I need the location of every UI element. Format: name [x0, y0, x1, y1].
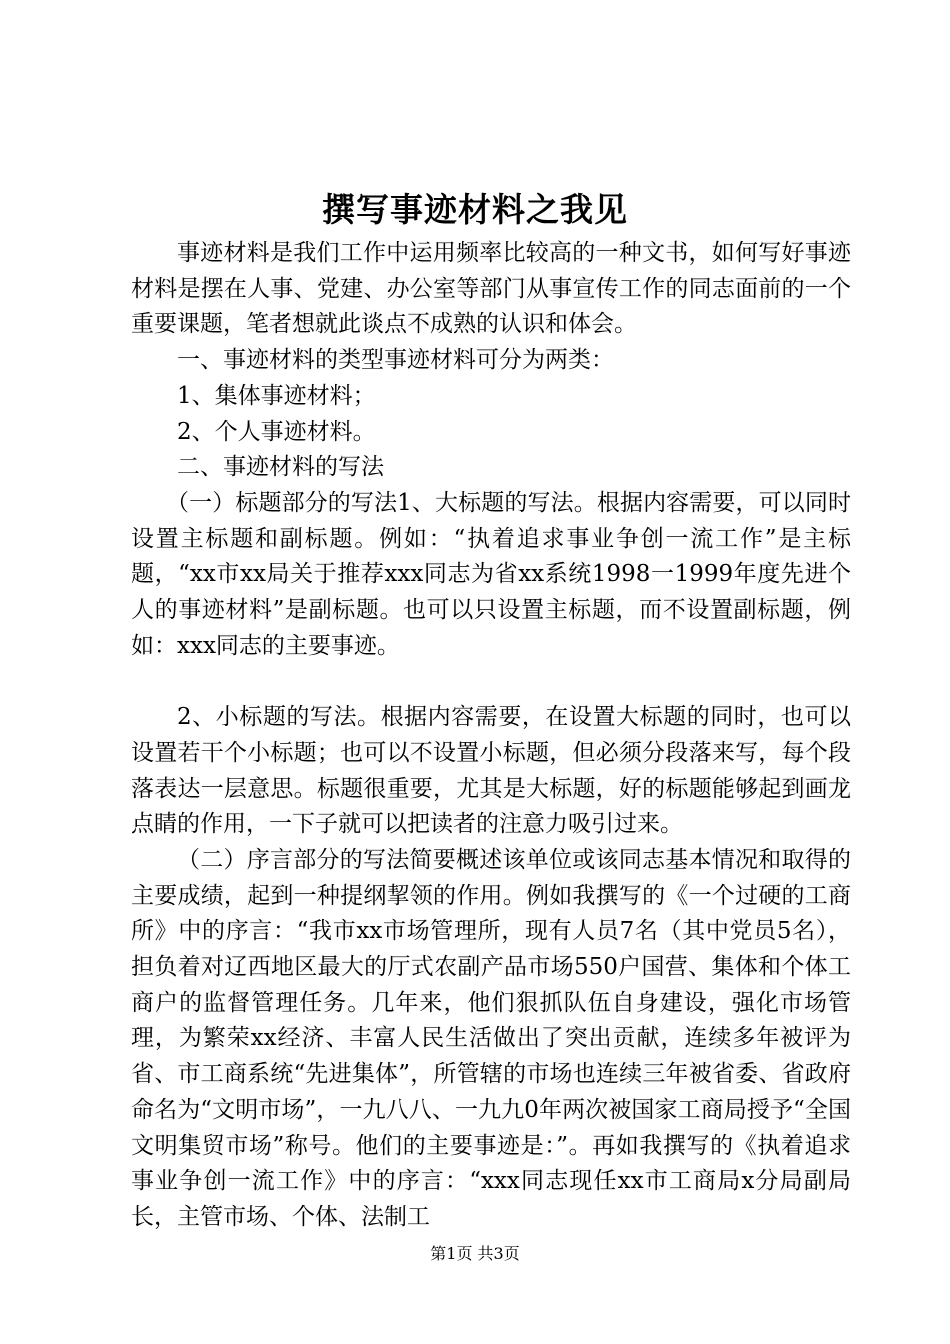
paragraph-section-1-heading: 一、事迹材料的类型事迹材料可分为两类： — [177, 347, 614, 374]
paragraph-intro: 事迹材料是我们工作中运用频率比较高的一种文书，如何写好事迹材料是摆在人事、党建、办公室等部门从事宣传工作的同志面前的一个重要课题，笔者想就此谈点不成熟的认识和体会。 — [131, 240, 851, 338]
paragraph-title-writing: （一）标题部分的写法1、大标题的写法。根据内容需要，可以同时设置主标题和副标题。例如：“执着追求事业争创一流工作”是主标题，“xx市xx局关于推荐xxx同志为省xx系统1998一1999年度先进个人的事迹材料”是副标题。也可以只设置主标题，而不设置副标题，例如：xxx同志的主要事迹。 — [131, 489, 851, 659]
paragraph-list-item-2: 2、个人事迹材料。 — [177, 418, 376, 445]
paragraph-subtitle-writing: 2、小标题的写法。根据内容需要，在设置大标题的同时，也可以设置若干个小标题；也可以不设置小标题，但必须分段落来写，每个段落表达一层意思。标题很重要，尤其是大标题，好的标题能够起到画龙点睛的作用，一下子就可以把读者的注意力吸引过来。 — [131, 704, 851, 838]
paragraph-section-2-heading: 二、事迹材料的写法 — [177, 454, 384, 481]
paragraph-list-item-1: 1、集体事迹材料； — [177, 382, 376, 409]
document-title: 撰写事迹材料之我见 — [322, 190, 628, 229]
page-footer: 第1页 共3页 — [430, 1244, 520, 1263]
paragraph-preface-writing: （二）序言部分的写法简要概述该单位或该同志基本情况和取得的主要成绩，起到一种提纲挈领的作用。例如我撰写的《一个过硬的工商所》中的序言：“我市xx市场管理所，现有人员7名（其中党员5名），担负着对辽西地区最大的厅式农副产品市场550户国营、集体和个体工商户的监督管理任务。几年来，他们狠抓队伍自身建设，强化市场管理，为繁荣xx经济、丰富人民生活做出了突出贡献，连续多年被评为省、市工商系统“先进集体”，所管辖的市场也连续三年被省委、省政府命名为“文明市场”，一九八八、一九九0年两次被国家工商局授予“全国文明集贸市场”称号。他们的主要事迹是：”。再如我撰写的《执着追求事业争创一流工作》中的序言：“xxx同志现任xx市工商局x分局副局长，主管市场、个体、法制工 — [131, 846, 851, 1230]
document-body — [131, 236, 851, 1236]
